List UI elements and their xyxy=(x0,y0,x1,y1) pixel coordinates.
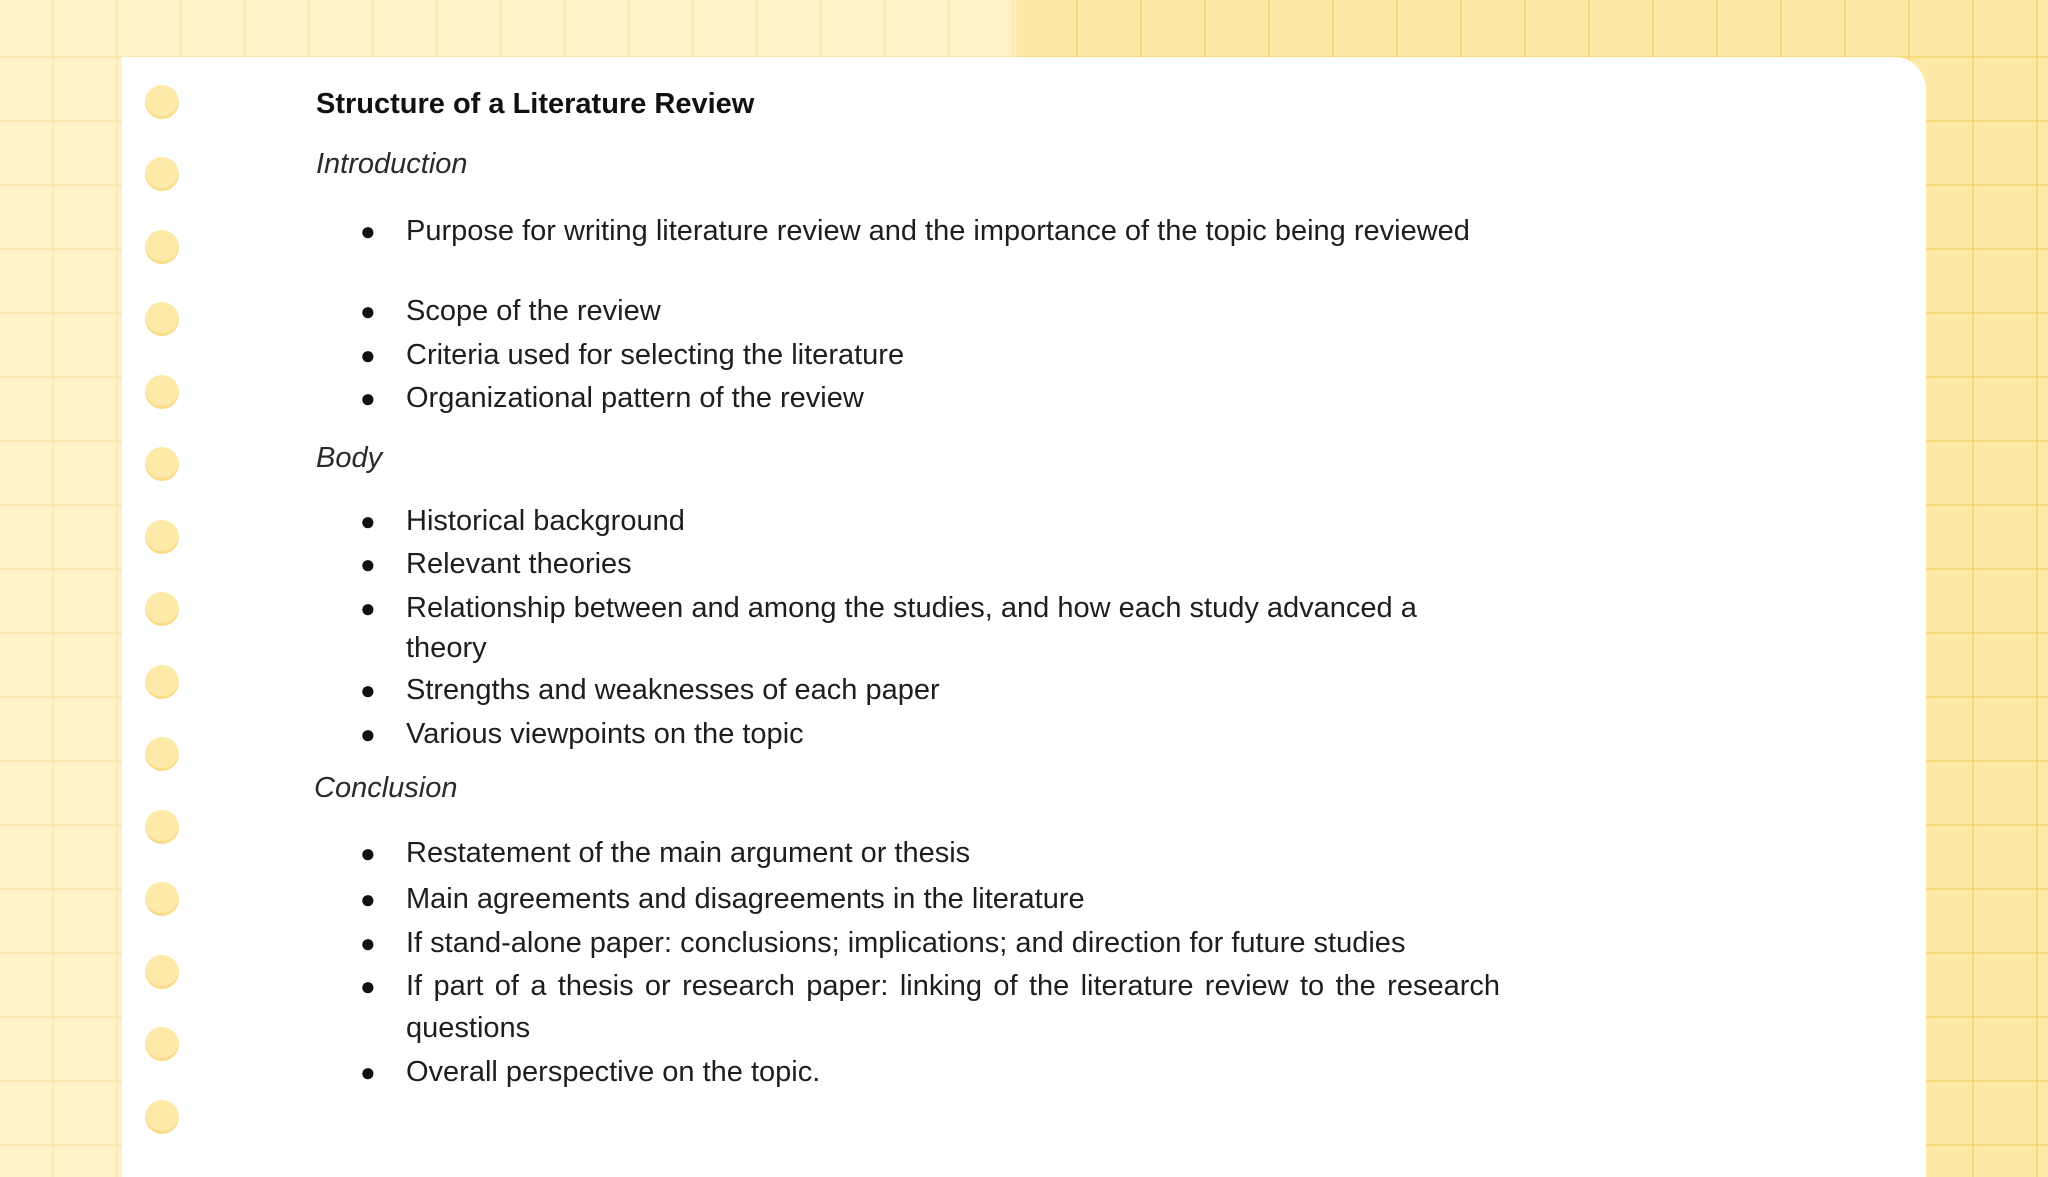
list-item-text: Relevant theories xyxy=(406,548,632,580)
document-title: Structure of a Literature Review xyxy=(316,88,755,120)
section-heading-introduction: Introduction xyxy=(316,148,468,180)
list-item xyxy=(360,378,1500,418)
list-item-text: Organizational pattern of the review xyxy=(406,382,864,414)
list-item-text: Purpose for writing literature review and the importance of the topic being reviewed xyxy=(406,215,1470,247)
list-item-text: If part of a thesis or research paper: linking of the literature review to the research questions xyxy=(406,970,1500,1044)
bullet-icon: ● xyxy=(360,296,376,326)
list-item-text: Various viewpoints on the topic xyxy=(406,718,804,750)
list-item-text: Historical background xyxy=(406,505,685,537)
bullet-icon: ● xyxy=(360,1057,376,1087)
list-item xyxy=(360,291,1500,331)
list-item xyxy=(360,923,1500,963)
section-heading-body: Body xyxy=(316,442,383,474)
list-item xyxy=(360,714,1500,754)
list-item xyxy=(360,211,1500,251)
bullet-icon: ● xyxy=(360,549,376,579)
list-item xyxy=(360,544,1500,584)
list-item-text: Main agreements and disagreements in the literature xyxy=(406,883,1085,915)
bullet-icon: ● xyxy=(360,884,376,914)
bullet-icon: ● xyxy=(360,340,376,370)
list-item xyxy=(360,879,1500,919)
list-item xyxy=(360,501,1500,541)
list-item xyxy=(360,833,1500,873)
list-item xyxy=(360,1052,1500,1092)
bullet-icon: ● xyxy=(360,593,376,623)
list-item xyxy=(360,588,1500,668)
list-item xyxy=(360,335,1500,375)
list-item-text: Strengths and weaknesses of each paper xyxy=(406,674,940,706)
bullet-icon: ● xyxy=(360,838,376,868)
bullet-icon: ● xyxy=(360,216,376,246)
list-item-text: Scope of the review xyxy=(406,295,661,327)
bullet-icon: ● xyxy=(360,719,376,749)
list-item xyxy=(360,670,1500,710)
bullet-icon: ● xyxy=(360,506,376,536)
bullet-icon: ● xyxy=(360,971,376,1001)
bullet-icon: ● xyxy=(360,383,376,413)
list-item-text: If stand-alone paper: conclusions; implications; and direction for future studies xyxy=(406,927,1406,959)
list-item-text: Overall perspective on the topic. xyxy=(406,1056,821,1088)
section-heading-conclusion: Conclusion xyxy=(314,772,458,804)
bullet-icon: ● xyxy=(360,928,376,958)
list-item-text: Criteria used for selecting the literature xyxy=(406,339,905,371)
list-item-text: Restatement of the main argument or thesis xyxy=(406,837,971,869)
list-item xyxy=(360,965,1500,1049)
list-item-text: Relationship between and among the studies, and how each study advanced a theory xyxy=(406,592,1417,664)
bullet-icon: ● xyxy=(360,675,376,705)
